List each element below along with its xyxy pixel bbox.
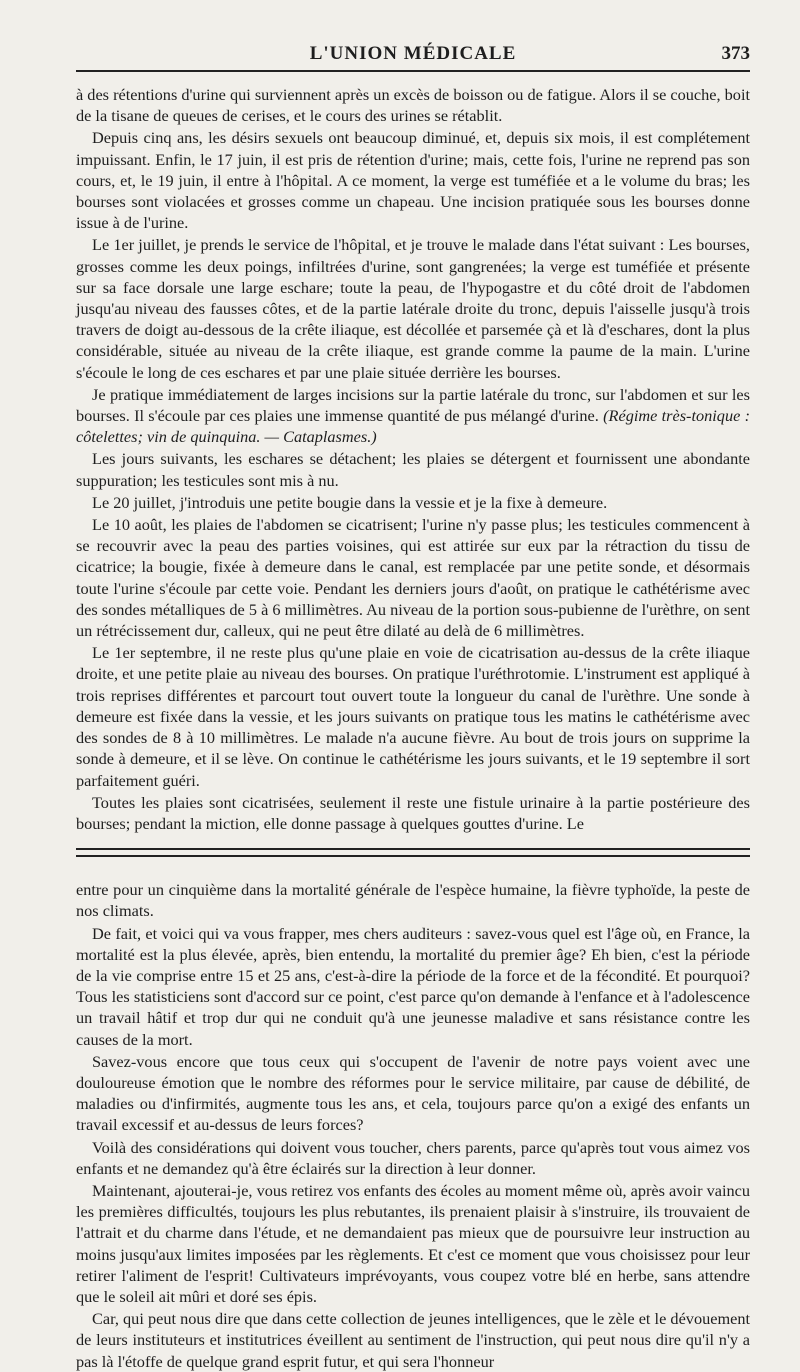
paragraph: Toutes les plaies sont cicatrisées, seulement il reste une fistule urinaire à la partie postérieure des bourses; pendant la miction, elle donne passage à quelques gouttes d'urine. Le [76, 792, 750, 833]
paragraph: De fait, et voici qui va vous frapper, mes chers auditeurs : savez-vous quel est l'âge où, en France, la mortalité est la plus élevée, après, bien entendu, la mortalité du premier âge? Eh bien, c'est la période de la vie comprise entre 15 et 25 ans, c'est-à-dire la période de la force et de la fécondité. Et pourquoi? Tous les statisticiens sont d'accord sur ce point, c'est parce qu'on demande à l'enfance et à l'adolescence un travail hâtif et trop dur qui ne conduit qu'à une jeunesse maladive et sans résistance contre les causes de la mort. [76, 923, 750, 1049]
paragraph: Le 1er juillet, je prends le service de l'hôpital, et je trouve le malade dans l'état suivant : Les bourses, grosses comme les deux poings, infiltrées d'urine, sont gangrenées; la verge est tuméfiée et présente sur sa face dorsale une large eschare; toute la peau, de l'hypogastre et du côté droit de l'abdomen jusqu'au niveau des fausses côtes, et de la partie latérale droite du tronc, depuis l'aisselle jusqu'à trois travers de doigt au-dessous de la crête iliaque, est décollée et parsemée çà et là d'eschares, dont la plus considérable, située au niveau de la crête iliaque, est grande comme la paume de la main. L'urine s'écoule le long de ces eschares et par une plaie située derrière les bourses. [76, 235, 750, 382]
paragraph [76, 384, 750, 448]
running-head [76, 0, 750, 70]
feuilleton [76, 879, 750, 1372]
paragraph: Le 10 août, les plaies de l'abdomen se cicatrisent; l'urine n'y passe plus; les testicules commencent à se recouvrir avec la peau des parties voisines, qui est attirée sur eux par la rétraction du tissu de cicatrice; la bougie, fixée à demeure dans le canal, est remplacée par une petite sonde, et désormais toute l'urine s'écoule par cette voie. Pendant les derniers jours d'août, on pratique le cathétérisme avec des sondes métalliques de 5 à 6 millimètres. Au niveau de la portion sous-pubienne de l'urèthre, on sent un rétrécissement dur, calleux, qui ne peut être dilaté au delà de 6 millimètres. [76, 515, 750, 641]
paragraph: entre pour un cinquième dans la mortalité générale de l'espèce humaine, la fièvre typhoïde, la peste de nos climats. [76, 880, 750, 921]
paragraph: Le 20 juillet, j'introduis une petite bougie dans la vessie et je la fixe à demeure. [92, 492, 608, 512]
journal-title: L'UNION MÉDICALE [309, 43, 517, 64]
header-rule [76, 70, 750, 72]
case-report [76, 84, 750, 834]
paragraph: Maintenant, ajouterai-je, vous retirez vos enfants des écoles au moment même où, après avoir vaincu les premières difficultés, toujours les plus rebutantes, ils prenaient plaisir à s'instruire, ils trouvaient de l'attrait et du charme dans l'étude, et ne demandaient pas mieux que de poursuivre leur instruction au moins jusqu'aux limites imposées par les règlements. Et c'est ce moment que vous choisissez pour leur retirer l'aliment de l'esprit! Cultivateurs imprévoyants, vous coupez votre blé en herbe, sans attendre que le soleil ait mûri et doré ses épis. [76, 1180, 750, 1306]
treatment-regimen: (Régime très-tonique : côtelettes; vin de quinquina. — Cataplasmes.) [76, 406, 751, 447]
paragraph: Savez-vous encore que tous ceux qui s'occupent de l'avenir de notre pays voient avec une douloureuse émotion que le nombre des réformes pour le service militaire, par cause de débilité, de maladies ou d'infirmités, augmente tous les ans, et cela, toujours parce qu'on a exigé des enfants un travail excessif et au-dessus de leurs forces? [76, 1051, 750, 1135]
page-number: 373 [721, 43, 750, 64]
paragraph: Les jours suivants, les eschares se détachent; les plaies se détergent et fournissent une abondante suppuration; les testicules sont mis à nu. [76, 449, 750, 490]
paragraph: Voilà des considérations qui doivent vous toucher, chers parents, parce qu'après tout vous aimez vos enfants et ne demandez qu'à être éclairés sur la direction à leur donner. [76, 1137, 750, 1178]
feuilleton-separator [76, 848, 750, 857]
paragraph: à des rétentions d'urine qui surviennent après un excès de boisson ou de fatigue. Alors il se couche, boit de la tisane de queues de cerises, et le cours des urines se rétablit. [76, 85, 750, 126]
paragraph-text: Je pratique immédiatement de larges incisions sur la partie latérale du tronc, sur l'abdomen et sur les bourses. Il s'écoule par ces plaies une immense quantité de pus mélangé d'urine. [76, 384, 750, 426]
paragraph: Depuis cinq ans, les désirs sexuels ont beaucoup diminué, et, depuis six mois, il est complétement impuissant. Enfin, le 17 juin, il est pris de rétention d'urine; mais, cette fois, l'urine ne reprend pas son cours, et, le 19 juin, il entre à l'hôpital. A ce moment, la verge est tuméfiée et a le volume du bras; les bourses sont violacées et grosses comme un chapeau. Une incision pratiquée sous les bourses donne issue à de l'urine. [76, 128, 750, 233]
paragraph: Le 1er septembre, il ne reste plus qu'une plaie en voie de cicatrisation au-dessus de la crête iliaque droite, et une petite plaie au niveau des bourses. On pratique l'uréthrotomie. L'instrument est appliqué à trois reprises différentes et parcourt tout ouvert toute la longueur du canal de l'urèthre. Une sonde à demeure est fixée dans la vessie, et les jours suivants on pratique tous les matins le cathétérisme avec des sondes de 8 à 10 millimètres. Le malade n'a aucune fièvre. Au bout de trois jours on supprime la sonde à demeure, et il se lève. On continue le cathétérisme les jours suivants, et le 19 septembre il sort parfaitement guéri. [76, 643, 750, 790]
paragraph: Car, qui peut nous dire que dans cette collection de jeunes intelligences, que le zèle et le dévouement de leurs instituteurs et institutrices éveillent au sentiment de l'instruction, qui peut nous dire qu'il n'y a pas là l'étoffe de quelque grand esprit futur, et qui sera l'honneur [76, 1309, 750, 1371]
